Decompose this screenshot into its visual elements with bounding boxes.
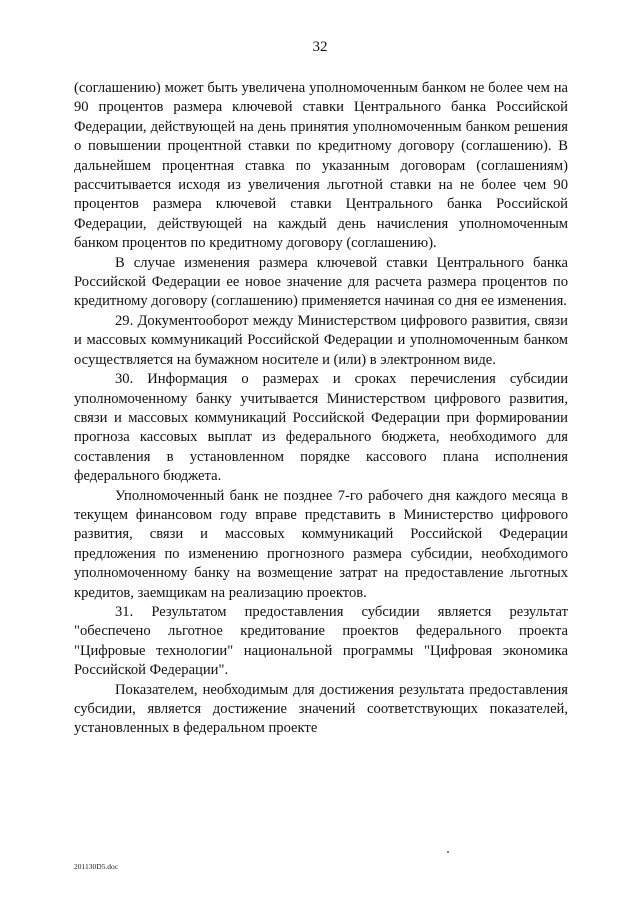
paragraph-indicator: Показателем, необходимым для достижения результата предоставления субсидии, является достижение значений соответствующих показателей, установленных в федеральном проекте — [74, 681, 568, 737]
paragraph-item-31: 31. Результатом предоставления субсидии является результат "обеспечено льготное кредитование проектов федерального проекта "Цифровые технологии" национальной программы "Цифровая экономика Российской Федерации". — [74, 603, 568, 679]
document-body — [74, 79, 568, 739]
footer-file-code: 201130D5.doc — [74, 862, 119, 871]
paragraph-bank-proposals: Уполномоченный банк не позднее 7-го рабочего дня каждого месяца в текущем финансовом году вправе представить в Министерство цифрового развития, связи и массовых коммуникаций Российской Федерации предложения по изменению прогнозного размера субсидии, необходимого уполномоченному банку на возмещение затрат на предоставление льготных кредитов, заемщикам на реализацию проектов. — [74, 487, 568, 601]
paragraph-item-30: 30. Информация о размерах и сроках перечисления субсидии уполномоченному банку учитывается Министерством цифрового развития, связи и массовых коммуникаций Российской Федерации при формировании прогноза кассовых выплат из федерального бюджета, необходимого для составления в установленном порядке кассового плана исполнения федерального бюджета. — [74, 371, 568, 485]
paragraph-key-rate-change: В случае изменения размера ключевой ставки Центрального банка Российской Федерации ее новое значение для расчета размера процентов по кредитному договору (соглашению) применяется начиная со дня ее изменения. — [74, 254, 568, 310]
paragraph-continuation: (соглашению) может быть увеличена уполномоченным банком не более чем на 90 процентов размера ключевой ставки Центрального банка Российской Федерации, действующей на день принятия уполномоченным банком решения о повышении процентной ставки по кредитному договору (соглашению). В дальнейшем процентная ставка по указанным договорам (соглашениям) рассчитывается исходя из увеличения льготной ставки на не более чем 90 процентов размера ключевой ставки Центрального банка Российской Федерации, действующей на каждый день начисления уполномоченным банком процентов по кредитному договору (соглашению). — [74, 80, 568, 252]
paragraph-item-29: 29. Документооборот между Министерством цифрового развития, связи и массовых коммуникаций Российской Федерации и уполномоченным банком осуществляется на бумажном носителе и (или) в электронном виде. — [74, 312, 568, 368]
scan-speck — [447, 851, 449, 853]
page-number: 32 — [312, 39, 328, 55]
